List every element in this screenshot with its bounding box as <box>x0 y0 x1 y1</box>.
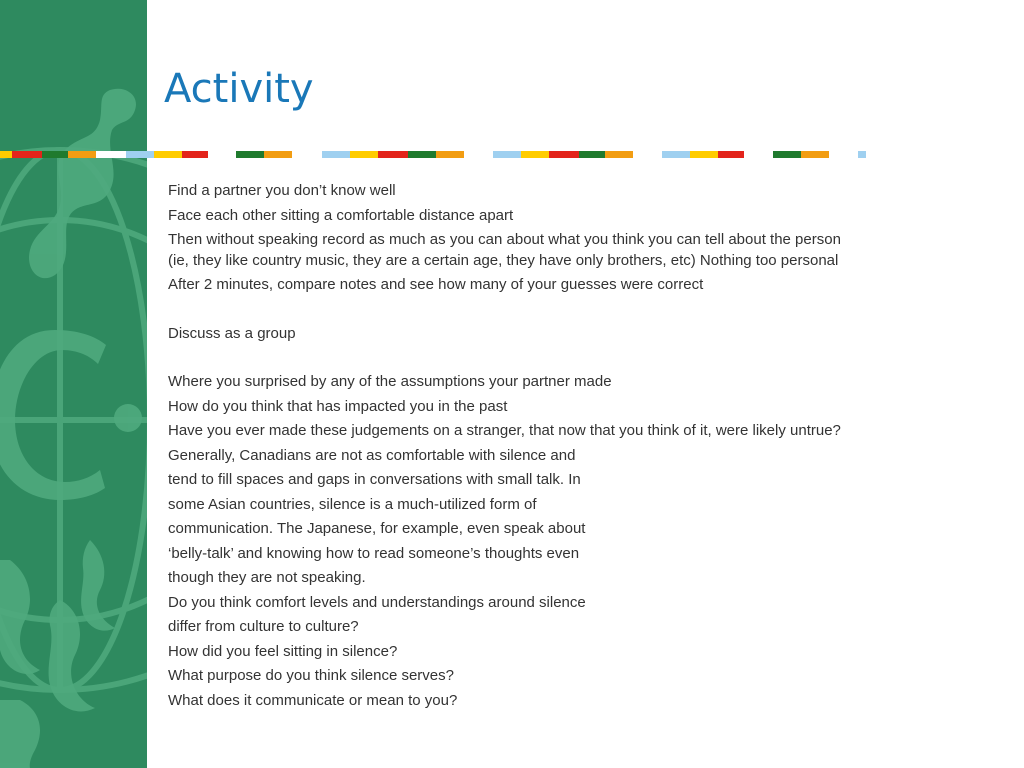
stripe-segment <box>662 151 690 158</box>
globe-emblem-icon <box>0 0 147 768</box>
body-line: What purpose do you think silence serves? <box>168 667 454 684</box>
stripe-segment <box>378 151 408 158</box>
stripe-segment <box>350 151 378 158</box>
stripe-segment <box>42 151 68 158</box>
stripe-segment <box>68 151 96 158</box>
stripe-segment <box>154 151 182 158</box>
body-line: some Asian countries, silence is a much-utilized form of <box>168 495 537 513</box>
body-line: Find a partner you don’t know well <box>168 182 396 199</box>
body-line: tend to fill spaces and gaps in conversations with small talk. In <box>168 471 581 488</box>
body-line: Have you ever made these judgements on a stranger, that now that you think of it, were likely untrue? <box>168 422 841 439</box>
body-line: After 2 minutes, compare notes and see how many of your guesses were correct <box>168 276 704 293</box>
stripe-segment <box>690 151 718 158</box>
stripe-segment <box>436 151 464 158</box>
body-line: Where you surprised by any of the assumptions your partner made <box>168 373 612 390</box>
body-line: communication. The Japanese, for example, even speak about <box>168 520 586 537</box>
body-line: Face each other sitting a comfortable distance apart <box>168 206 514 224</box>
slide-title: Activity <box>164 66 314 112</box>
stripe-segment <box>322 151 350 158</box>
blank-line <box>168 348 858 368</box>
body-line: differ from culture to culture? <box>168 618 359 635</box>
stripe-segment <box>549 151 579 158</box>
body-line: How did you feel sitting in silence? <box>168 642 398 660</box>
stripe-segment <box>801 151 829 158</box>
body-line: Discuss as a group <box>168 324 296 342</box>
blank-line <box>168 300 858 320</box>
body-line: How do you think that has impacted you in the past <box>168 397 508 415</box>
stripe-segment <box>182 151 208 158</box>
stripe-segment <box>605 151 633 158</box>
slide-body <box>168 181 858 715</box>
body-line: Then without speaking record as much as you can about what you think you can tell about the person (ie, they like country music, they are a certain age, they have only brothers, etc) Nothing too personal <box>168 231 841 269</box>
body-line: ‘belly-talk’ and knowing how to read someone’s thoughts even <box>168 544 580 562</box>
stripe-segment <box>579 151 605 158</box>
body-line: What does it communicate or mean to you? <box>168 691 458 709</box>
body-line: though they are not speaking. <box>168 569 366 586</box>
stripe-segment <box>521 151 549 158</box>
stripe-segment <box>12 151 42 158</box>
body-line: Do you think comfort levels and understandings around silence <box>168 593 586 611</box>
sidebar-decoration <box>0 0 147 768</box>
stripe-segment <box>264 151 292 158</box>
body-line: Generally, Canadians are not as comfortable with silence and <box>168 446 576 464</box>
stripe-segment <box>858 151 866 158</box>
color-stripe-divider <box>0 151 870 158</box>
stripe-segment <box>773 151 801 158</box>
stripe-segment <box>96 151 126 158</box>
stripe-segment <box>0 151 12 158</box>
stripe-segment <box>493 151 521 158</box>
stripe-segment <box>236 151 264 158</box>
stripe-segment <box>126 151 154 158</box>
stripe-segment <box>718 151 744 158</box>
stripe-segment <box>408 151 436 158</box>
